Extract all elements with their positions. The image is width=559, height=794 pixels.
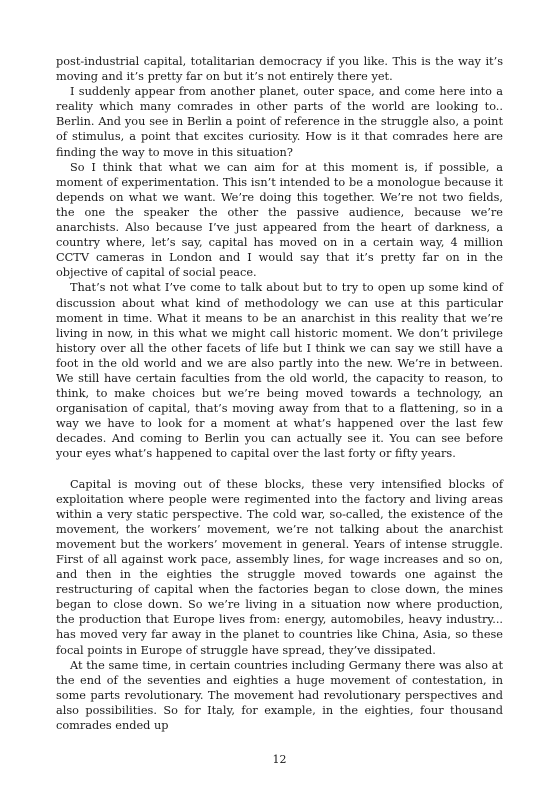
page-number: 12 xyxy=(272,753,287,766)
paragraph: post-industrial capital, totalitarian democracy if you like. This is the way it’s moving and it’s pretty far on but it’s not entirely there yet. xyxy=(56,55,503,84)
body-text xyxy=(56,54,503,733)
paragraph: I suddenly appear from another planet, outer space, and come here into a reality which many comrades in other parts of the world are looking to.. Berlin. And you see in Berlin a point of reference in the struggle also, a point of stimulus, a point that excites curiosity. How is it that comrades here are finding the way to move in this situation? xyxy=(56,85,503,159)
paragraph: So I think that what we can aim for at this moment is, if possible, a moment of experimentation. This isn’t intended to be a monologue because it depends on what we want. We’re doing this together. We’re not two fields, the one the speaker the other the passive audience, because we’re anarchists. Also because I’ve just appeared from the heart of darkness, a country where, let’s say, capital has moved on in a certain way, 4 million CCTV cameras in London and I would say that it’s pretty far on in the objective of capital of social peace. xyxy=(56,160,503,280)
paragraph: That’s not what I’ve come to talk about but to try to open up some kind of discussion about what kind of methodology we can use at this particular moment in time. What it means to be an anarchist in this reality that we’re living in now, in this what we might call historic moment. We don’t privilege history over all the other facets of life but I think we can say we still have a foot in the old world and we are also partly into the new. We’re in between. We still have certain faculties from the old world, the capacity to reason, to think, to make choices but we’re being moved towards a technology, an organisation of capital, that’s moving away from that to a flattening, so in a way we have to look for a moment at what’s happened over the last few decades. And coming to Berlin you can actually see it. You can see before your eyes what’s happened to capital over the last forty or fifty years. xyxy=(56,281,503,461)
paragraph: At the same time, in certain countries including Germany there was also at the end of the seventies and eighties a huge movement of contestation, in some parts revolutionary. The movement had revolutionary perspectives and also possibilities. So for Italy, for example, in the eighties, four thousand comrades ended up xyxy=(56,658,503,733)
paragraph: Capital is moving out of these blocks, these very intensified blocks of exploitation where people were regimented into the factory and living areas within a very static perspective. The cold war, so-called, the existence of the movement, the workers’ movement, we’re not talking about the anarchist movement but the workers’ movement in general. Years of intense struggle. First of all against work pace, assembly lines, for wage increases and so on, and then in the eighties the struggle moved towards one against the restructuring of capital when the factories began to close down, the mines began to close down. So we’re living in a situation now where production, the production that Europe lives from: energy, automobiles, heavy industry... has moved very far away in the planet to countries like China, Asia, so these focal points in Europe of struggle have spread, they’ve dissipated. xyxy=(56,477,503,657)
